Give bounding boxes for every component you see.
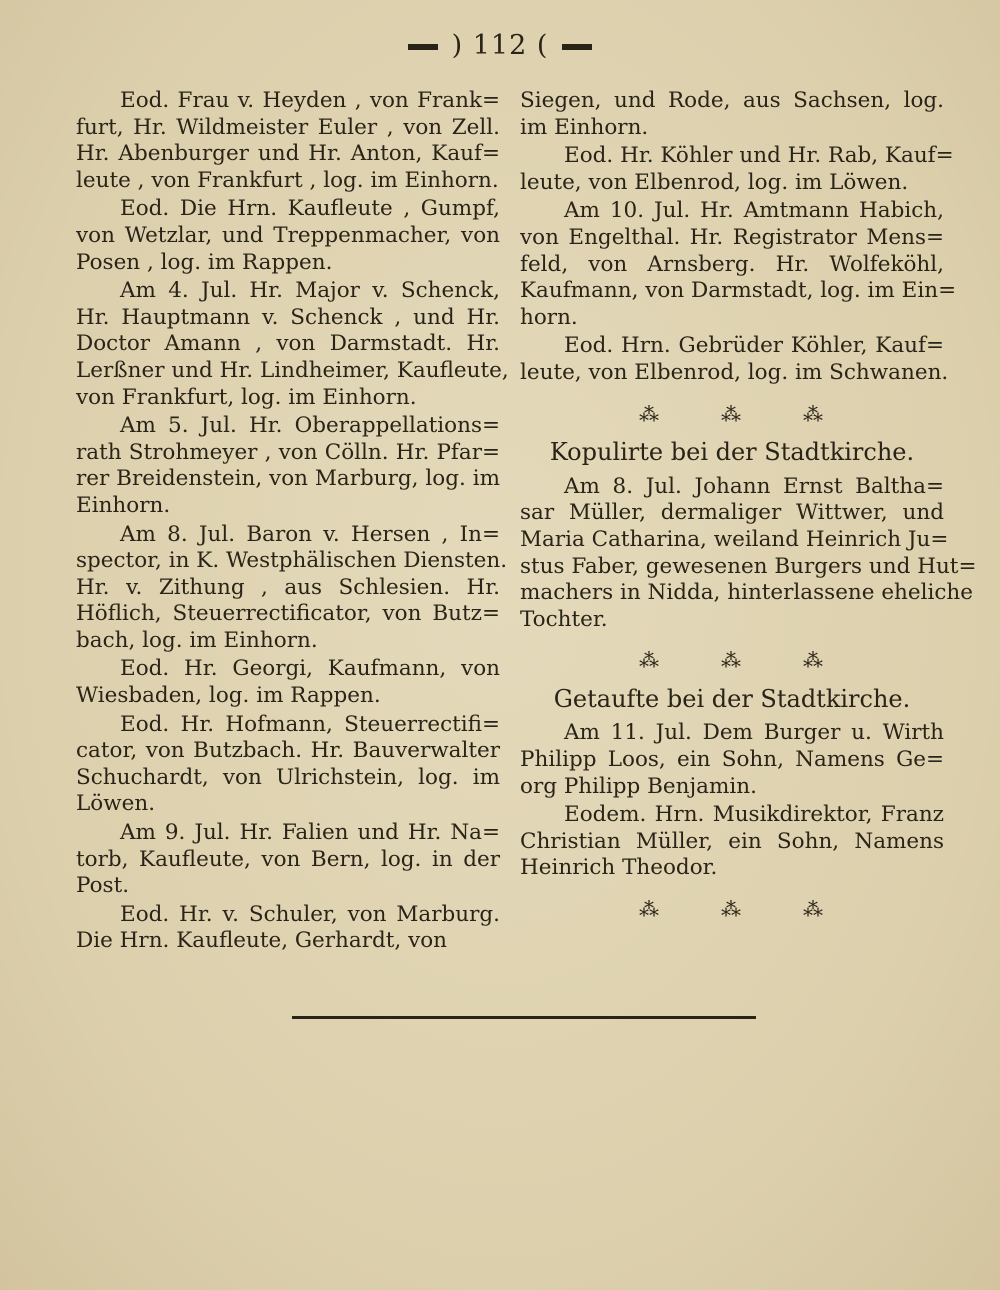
paragraph xyxy=(76,278,509,411)
text-line: Kaufmann, von Darmstadt, log. im Ein= xyxy=(520,278,957,304)
ornament-star: ⁂ xyxy=(803,897,825,922)
text-line: Höflich, Steuerrectificator, von Butz= xyxy=(76,601,500,627)
left-column xyxy=(76,88,509,957)
paragraph xyxy=(520,473,977,634)
text-line: Eod. Hr. Köhler und Hr. Rab, Kauf= xyxy=(564,143,954,169)
text-line: torb, Kaufleute, von Bern, log. in der xyxy=(76,846,500,872)
paragraph xyxy=(520,143,954,196)
ornament-star: ⁂ xyxy=(639,401,661,426)
paragraph xyxy=(76,88,500,194)
page-number: ) 112 ( xyxy=(451,30,549,61)
ornament-divider xyxy=(520,896,944,923)
section-baptized-body xyxy=(520,720,944,882)
text-line: Lerßner und Hr. Lindheimer, Kaufleute, xyxy=(76,357,509,383)
ornament-star: ⁂ xyxy=(639,897,661,922)
section-heading-copulated: Kopulirte bei der Stadtkirche. xyxy=(549,438,915,467)
text-line: Am 5. Jul. Hr. Oberappellations= xyxy=(120,413,500,439)
paragraph xyxy=(76,196,500,276)
text-line: leute, von Elbenrod, log. im Löwen. xyxy=(520,169,909,195)
text-line: Posen , log. im Rappen. xyxy=(76,249,333,275)
text-line: Am 4. Jul. Hr. Major v. Schenck, xyxy=(120,278,500,304)
text-line: Am 11. Jul. Dem Burger u. Wirth xyxy=(564,720,944,746)
text-line: Heinrich Theodor. xyxy=(520,855,718,881)
page-header xyxy=(0,30,1000,61)
text-line: Eod. Hrn. Gebrüder Köhler, Kauf= xyxy=(564,333,944,359)
paragraph xyxy=(76,820,500,900)
text-line: rath Strohmeyer , von Cölln. Hr. Pfar= xyxy=(76,439,500,465)
text-line: Siegen, und Rode, aus Sachsen, log. xyxy=(520,88,944,113)
text-line: Wiesbaden, log. im Rappen. xyxy=(76,683,381,709)
text-line: Eod. Hr. Georgi, Kaufmann, von xyxy=(120,656,500,682)
ornament-star: ⁂ xyxy=(721,401,743,426)
ornament-star: ⁂ xyxy=(803,648,825,673)
text-line: Einhorn. xyxy=(76,492,171,518)
header-dash-left xyxy=(408,44,438,50)
section-heading-baptized: Getaufte bei der Stadtkirche. xyxy=(553,684,911,713)
paragraph xyxy=(76,413,500,519)
text-line: horn. xyxy=(520,304,578,330)
text-line: Hr. Hauptmann v. Schenck , und Hr. xyxy=(76,304,500,330)
text-line: org Philipp Benjamin. xyxy=(520,773,757,799)
ornament-star: ⁂ xyxy=(803,401,825,426)
text-line: Die Hrn. Kaufleute, Gerhardt, von xyxy=(76,928,448,954)
text-line: Eod. Hr. Hofmann, Steuerrectifi= xyxy=(120,711,500,737)
ornament-divider xyxy=(520,647,944,674)
text-line: Löwen. xyxy=(76,791,156,817)
text-line: Doctor Amann , von Darmstadt. Hr. xyxy=(76,331,500,357)
text-line: bach, log. im Einhorn. xyxy=(76,627,318,653)
paragraph xyxy=(76,902,500,955)
text-line: Eod. Frau v. Heyden , von Frank= xyxy=(120,88,500,113)
text-line: von Wetzlar, und Treppenmacher, von xyxy=(76,222,500,248)
text-line: Am 9. Jul. Hr. Falien und Hr. Na= xyxy=(120,820,500,846)
paragraph xyxy=(520,198,957,331)
text-line: machers in Nidda, hinterlassene eheliche xyxy=(520,580,973,606)
text-line: Philipp Loos, ein Sohn, Namens Ge= xyxy=(520,747,944,773)
text-line: Eod. Hr. v. Schuler, von Marburg. xyxy=(120,901,500,927)
text-line: Eodem. Hrn. Musikdirektor, Franz xyxy=(564,802,944,828)
paragraph xyxy=(520,88,944,141)
ornament-divider xyxy=(520,401,944,428)
paragraph xyxy=(76,656,500,709)
text-line: von Frankfurt, log. im Einhorn. xyxy=(76,384,417,410)
paragraph xyxy=(76,521,508,655)
paragraph xyxy=(520,720,944,800)
section-copulated-body xyxy=(520,473,977,634)
text-line: cator, von Butzbach. Hr. Bauverwalter xyxy=(76,738,500,764)
text-line: Hr. Abenburger und Hr. Anton, Kauf= xyxy=(76,141,500,167)
ornament-star: ⁂ xyxy=(721,648,743,673)
text-line: spector, in K. Westphälischen Diensten. xyxy=(76,548,508,574)
text-line: Tochter. xyxy=(520,606,608,632)
text-line: Eod. Die Hrn. Kaufleute , Gumpf, xyxy=(120,196,500,222)
text-line: im Einhorn. xyxy=(520,114,649,140)
ornament-star: ⁂ xyxy=(639,648,661,673)
text-line: Schuchardt, von Ulrichstein, log. im xyxy=(76,764,500,790)
text-line: Am 8. Jul. Baron v. Hersen , In= xyxy=(120,521,500,547)
text-line: feld, von Arnsberg. Hr. Wolfeköhl, xyxy=(520,251,944,277)
text-line: rer Breidenstein, von Marburg, log. im xyxy=(76,466,500,492)
text-line: stus Faber, gewesenen Burgers und Hut= xyxy=(520,553,977,579)
text-line: von Engelthal. Hr. Registrator Mens= xyxy=(520,224,944,250)
right-column-intro xyxy=(520,88,957,387)
text-line: sar Müller, dermaliger Wittwer, und xyxy=(520,500,944,526)
text-line: Post. xyxy=(76,873,130,899)
text-line: furt, Hr. Wildmeister Euler , von Zell. xyxy=(76,114,500,140)
paragraph xyxy=(520,802,944,882)
closing-rule xyxy=(292,1016,756,1019)
text-line: Maria Catharina, weiland Heinrich Ju= xyxy=(520,526,949,552)
right-column xyxy=(520,88,977,935)
text-line: leute , von Frankfurt , log. im Einhorn. xyxy=(76,167,499,193)
header-dash-right xyxy=(562,44,592,50)
text-line: Am 10. Jul. Hr. Amtmann Habich, xyxy=(564,198,944,224)
text-line: Hr. v. Zithung , aus Schlesien. Hr. xyxy=(76,574,500,600)
text-line: Christian Müller, ein Sohn, Namens xyxy=(520,828,944,854)
text-line: Am 8. Jul. Johann Ernst Baltha= xyxy=(564,473,944,499)
text-line: leute, von Elbenrod, log. im Schwanen. xyxy=(520,359,949,385)
paragraph xyxy=(520,333,949,386)
ornament-star: ⁂ xyxy=(721,897,743,922)
paragraph xyxy=(76,712,500,818)
